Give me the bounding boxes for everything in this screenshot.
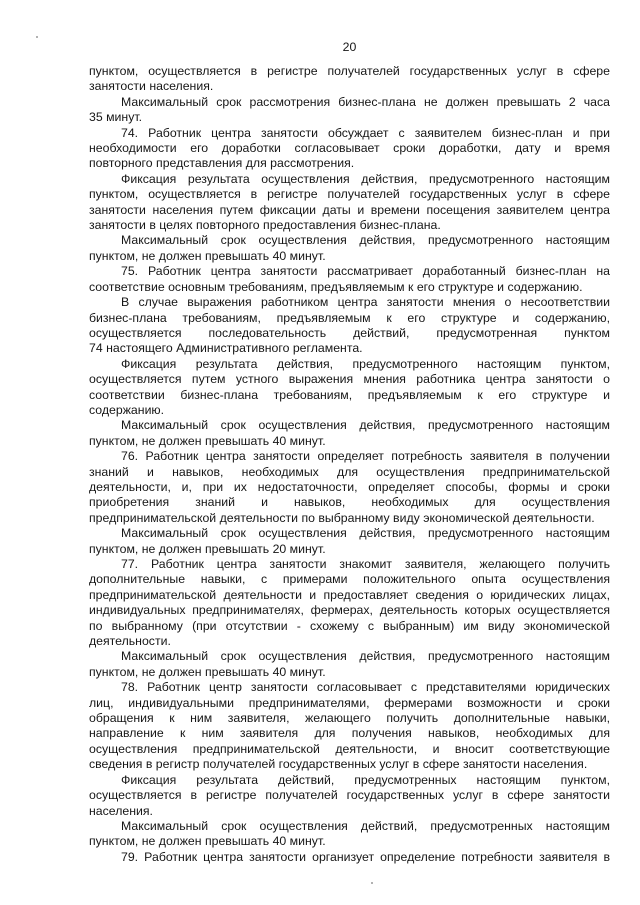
scan-speck xyxy=(371,882,373,884)
paragraph xyxy=(89,126,610,172)
text-line: В случае выражения работником центра занятости мнения о несоответствии xyxy=(121,295,610,310)
text-line: 74 настоящего Административного регламента. xyxy=(89,341,363,356)
text-line: необходимости его доработки согласовывает сроки доработки, дату и время xyxy=(89,141,610,156)
text-line: Максимальный срок осуществления действия, предусмотренного настоящим xyxy=(121,526,610,541)
scan-speck xyxy=(36,36,38,38)
paragraph xyxy=(89,819,610,850)
text-line: предпринимательской деятельности по выбранному виду экономической деятельности. xyxy=(89,510,595,525)
text-line: осуществления предпринимательской деятельности, и вносит соответствующие xyxy=(89,741,610,756)
text-line: занятости населения. xyxy=(89,79,214,94)
text-line: повторного представления для рассмотрения. xyxy=(89,156,355,171)
text-line: лиц, индивидуальными предпринимателями, фермерами возможности и сроки xyxy=(89,695,610,710)
text-line: пунктом, не должен превышать 40 минут. xyxy=(89,433,326,448)
paragraph xyxy=(89,680,610,772)
text-line: 75. Работник центра занятости рассматривает доработанный бизнес-план на xyxy=(121,264,610,279)
paragraph xyxy=(89,64,610,95)
text-line: Максимальный срок осуществления действия, предусмотренного настоящим xyxy=(121,418,610,433)
text-line: Максимальный срок осуществления действия, предусмотренного настоящим xyxy=(121,649,610,664)
text-line: 77. Работник центра занятости знакомит заявителя, желающего получить xyxy=(121,557,610,571)
text-line: приобретения знаний и навыков, необходимых для осуществления xyxy=(89,495,610,510)
paragraph xyxy=(89,295,610,357)
paragraph xyxy=(89,233,610,264)
text-line: содержанию. xyxy=(89,402,165,417)
text-line: пунктом, осуществляется в регистре получателей государственных услуг в сфере xyxy=(89,64,610,78)
paragraph xyxy=(89,172,610,234)
text-line: пунктом, не должен превышать 20 минут. xyxy=(89,541,326,556)
text-line: Фиксация результата действий, предусмотренных настоящим пунктом, xyxy=(121,772,610,787)
text-line: пунктом, не должен превышать 40 минут. xyxy=(89,834,326,849)
paragraph xyxy=(89,557,610,649)
text-line: индивидуальных предпринимателях, фермерах, деятельность которых осуществляется xyxy=(89,603,610,618)
paragraph xyxy=(89,526,610,557)
page-number: 20 xyxy=(342,40,357,54)
text-line: по выбранному (при отсутствии - схожему с выбранным) им виду экономической xyxy=(89,618,610,633)
text-line: пунктом, не должен превышать 40 минут. xyxy=(89,664,326,679)
paragraph xyxy=(89,357,610,419)
text-line: сведения в регистр получателей государственных услуг в сфере занятости населения. xyxy=(89,757,588,772)
paragraph xyxy=(89,773,610,819)
text-line: соответствие основным требованиям, предъявляемым к его структуре и содержанию. xyxy=(89,279,583,294)
text-line: знаний и навыков, необходимых для осуществления предпринимательской xyxy=(89,464,610,479)
text-line: занятости в целях повторного предоставления бизнес-плана. xyxy=(89,218,441,233)
text-line: 76. Работник центра занятости определяет потребность заявителя в получении xyxy=(121,449,610,464)
text-line: Фиксация результата осуществления действия, предусмотренного настоящим xyxy=(121,171,610,186)
text-line: пунктом, осуществляется в регистре получателей государственных услуг в сфере xyxy=(89,187,610,202)
text-line: соответствии бизнес-плана требованиям, предъявляемым к его структуре и xyxy=(89,387,610,402)
paragraph xyxy=(89,264,610,295)
text-line: деятельности. xyxy=(89,634,171,649)
text-line: 35 минут. xyxy=(89,110,143,125)
text-line: направление к ним заявителя для получения навыков, необходимых для xyxy=(89,726,610,741)
text-line: предпринимательской деятельности и предоставляет сведения о юридических лицах, xyxy=(89,587,610,602)
text-line: 79. Работник центра занятости организует определение потребности заявителя в xyxy=(121,849,610,864)
paragraph xyxy=(89,95,610,126)
text-line: осуществляется в регистре получателей государственных услуг в сфере занятости xyxy=(89,788,610,803)
text-line: осуществляется путем устного выражения мнения работника центра занятости о xyxy=(89,372,610,387)
text-line: пунктом, не должен превышать 40 минут. xyxy=(89,248,326,263)
body-text xyxy=(89,64,610,865)
paragraph xyxy=(89,449,610,526)
paragraph xyxy=(89,850,610,865)
paragraph xyxy=(89,418,610,449)
text-line: 78. Работник центр занятости согласовывает с представителями юридических xyxy=(121,680,610,695)
text-line: Фиксация результата действия, предусмотренного настоящим пунктом, xyxy=(121,356,610,371)
text-line: обращения к ним заявителя, желающего получить дополнительные навыки, xyxy=(89,711,610,726)
text-line: Максимальный срок осуществления действий, предусмотренных настоящим xyxy=(121,818,610,833)
text-line: деятельности, и, при их недостаточности, определяет способы, формы и сроки xyxy=(89,479,610,494)
text-line: дополнительные навыки, с примерами положительного опыта осуществления xyxy=(89,572,610,587)
text-line: 74. Работник центра занятости обсуждает с заявителем бизнес-план и при xyxy=(121,125,610,140)
text-line: населения. xyxy=(89,803,153,818)
paragraph xyxy=(89,649,610,680)
text-line: осуществляется последовательность действий, предусмотренная пунктом xyxy=(89,325,610,340)
text-line: бизнес-плана требованиям, предъявляемым к его структуре и содержанию, xyxy=(89,310,610,325)
text-line: Максимальный срок рассмотрения бизнес-плана не должен превышать 2 часа xyxy=(121,94,610,109)
text-line: занятости населения путем фиксации даты и времени посещения заявителем центра xyxy=(89,202,610,217)
text-line: Максимальный срок осуществления действия, предусмотренного настоящим xyxy=(121,233,610,248)
